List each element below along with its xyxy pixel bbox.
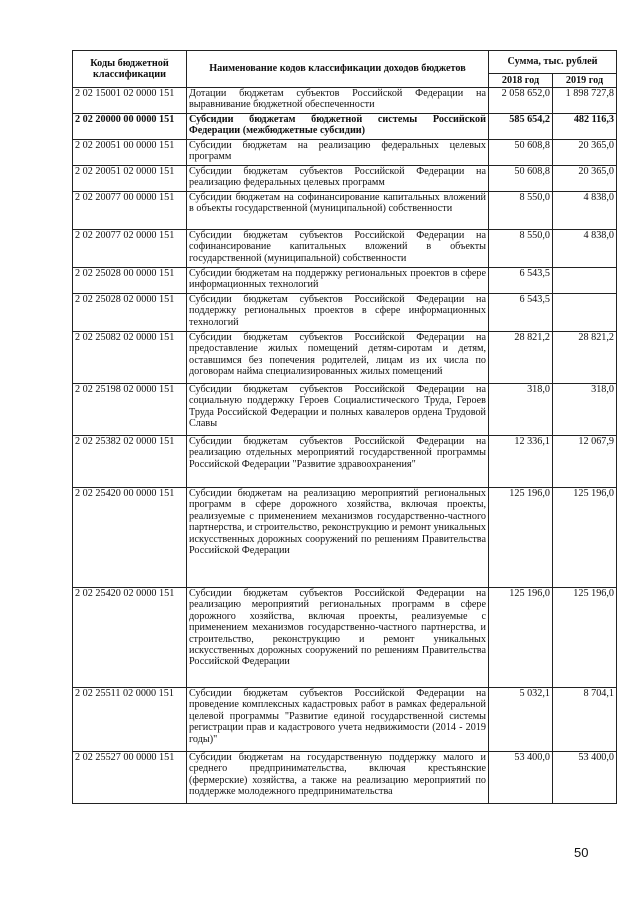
budget-name: Субсидии бюджетам субъектов Российской Федерации на предоставление жилых помещений детям-сиротам и детям, оставшимся без попечения родителей, лицам из их числа по договорам найма специализированных жилых помещений xyxy=(187,332,489,384)
amount-2019: 318,0 xyxy=(553,384,617,436)
amount-2018: 50 608,8 xyxy=(489,166,553,192)
budget-name: Субсидии бюджетам субъектов Российской Федерации на реализацию мероприятий региональных программ в сфере дорожного хозяйства, включая проекты, реализуемые с применением механизмов государственно-частного партнерства, и строительство, реконструкцию и ремонт уникальных искусственных дорожных сооружений по решениям Правительства Российской Федерации xyxy=(187,588,489,688)
table-row xyxy=(73,166,617,192)
amount-2018: 125 196,0 xyxy=(489,588,553,688)
budget-code: 2 02 25028 02 0000 151 xyxy=(73,294,187,332)
table-row xyxy=(73,588,617,688)
amount-2019: 125 196,0 xyxy=(553,488,617,588)
year-2019-header: 2019 год xyxy=(553,74,617,88)
table-row xyxy=(73,294,617,332)
amount-2018: 12 336,1 xyxy=(489,436,553,488)
amount-2019: 4 838,0 xyxy=(553,192,617,230)
table-row xyxy=(73,752,617,804)
amount-2019: 1 898 727,8 xyxy=(553,88,617,114)
amount-2018: 5 032,1 xyxy=(489,688,553,752)
amount-2019 xyxy=(553,294,617,332)
budget-code: 2 02 20077 02 0000 151 xyxy=(73,230,187,268)
amount-2018: 318,0 xyxy=(489,384,553,436)
amount-2018: 585 654,2 xyxy=(489,114,553,140)
amount-2018: 8 550,0 xyxy=(489,230,553,268)
budget-name: Субсидии бюджетам субъектов Российской Федерации на поддержку региональных проектов в сфере информационных технологий xyxy=(187,294,489,332)
budget-name: Субсидии бюджетам субъектов Российской Федерации на реализацию федеральных целевых программ xyxy=(187,166,489,192)
code-column-header: Коды бюджетной классификации xyxy=(73,51,187,88)
budget-name: Субсидии бюджетам субъектов Российской Федерации на социальную поддержку Героев Социалистического Труда, Героев Труда Российской Федерации и полных кавалеров ордена Трудовой Славы xyxy=(187,384,489,436)
amount-2019: 482 116,3 xyxy=(553,114,617,140)
table-row xyxy=(73,332,617,384)
budget-name: Субсидии бюджетам на реализацию мероприятий региональных программ в сфере дорожного хозяйства, включая проекты, реализуемые с применением механизмов государственно-частного партнерства, и строительство, реконструкцию и ремонт уникальных искусственных дорожных сооружений по решениям Правительства Российской Федерации xyxy=(187,488,489,588)
amount-2019: 20 365,0 xyxy=(553,166,617,192)
amount-2018: 50 608,8 xyxy=(489,140,553,166)
budget-code: 2 02 25382 02 0000 151 xyxy=(73,436,187,488)
budget-code: 2 02 15001 02 0000 151 xyxy=(73,88,187,114)
table-row xyxy=(73,688,617,752)
amount-2019: 4 838,0 xyxy=(553,230,617,268)
budget-code: 2 02 25511 02 0000 151 xyxy=(73,688,187,752)
budget-name: Субсидии бюджетам на софинансирование капитальных вложений в объекты государственной (муниципальной) собственности xyxy=(187,192,489,230)
budget-name: Субсидии бюджетам субъектов Российской Федерации на реализацию отдельных мероприятий государственной программы Российской Федерации "Развитие здравоохранения" xyxy=(187,436,489,488)
amount-2018: 2 058 652,0 xyxy=(489,88,553,114)
sum-column-header: Сумма, тыс. рублей xyxy=(489,51,617,74)
budget-code: 2 02 25082 02 0000 151 xyxy=(73,332,187,384)
amount-2019: 20 365,0 xyxy=(553,140,617,166)
table-row xyxy=(73,384,617,436)
budget-code: 2 02 20051 02 0000 151 xyxy=(73,166,187,192)
budget-code: 2 02 25028 00 0000 151 xyxy=(73,268,187,294)
budget-code: 2 02 25527 00 0000 151 xyxy=(73,752,187,804)
budget-name: Дотации бюджетам субъектов Российской Федерации на выравнивание бюджетной обеспеченности xyxy=(187,88,489,114)
table-row xyxy=(73,436,617,488)
budget-name: Субсидии бюджетам субъектов Российской Федерации на софинансирование капитальных вложений в объекты государственной (муниципальной) собственности xyxy=(187,230,489,268)
amount-2018: 8 550,0 xyxy=(489,192,553,230)
budget-code: 2 02 20000 00 0000 151 xyxy=(73,114,187,140)
budget-code: 2 02 25198 02 0000 151 xyxy=(73,384,187,436)
amount-2018: 6 543,5 xyxy=(489,268,553,294)
amount-2019: 125 196,0 xyxy=(553,588,617,688)
table-row xyxy=(73,488,617,588)
budget-code: 2 02 20077 00 0000 151 xyxy=(73,192,187,230)
name-column-header: Наименование кодов классификации доходов бюджетов xyxy=(187,51,489,88)
table-body xyxy=(73,88,617,804)
amount-2019: 8 704,1 xyxy=(553,688,617,752)
table-row xyxy=(73,140,617,166)
budget-name: Субсидии бюджетам субъектов Российской Федерации на проведение комплексных кадастровых работ в рамках федеральной целевой программы "Развитие единой государственной системы регистрации прав и кадастрового учета недвижимости (2014 - 2019 годы)" xyxy=(187,688,489,752)
amount-2019: 53 400,0 xyxy=(553,752,617,804)
budget-name: Субсидии бюджетам на реализацию федеральных целевых программ xyxy=(187,140,489,166)
budget-revenue-table xyxy=(72,50,617,804)
amount-2019 xyxy=(553,268,617,294)
table-row xyxy=(73,192,617,230)
budget-code: 2 02 25420 02 0000 151 xyxy=(73,588,187,688)
amount-2018: 6 543,5 xyxy=(489,294,553,332)
amount-2019: 12 067,9 xyxy=(553,436,617,488)
table-row xyxy=(73,230,617,268)
year-2018-header: 2018 год xyxy=(489,74,553,88)
budget-code: 2 02 25420 00 0000 151 xyxy=(73,488,187,588)
page-number: 50 xyxy=(574,845,589,860)
budget-code: 2 02 20051 00 0000 151 xyxy=(73,140,187,166)
amount-2019: 28 821,2 xyxy=(553,332,617,384)
table-row xyxy=(73,88,617,114)
table-row xyxy=(73,268,617,294)
budget-name: Субсидии бюджетам на поддержку региональных проектов в сфере информационных технологий xyxy=(187,268,489,294)
budget-name: Субсидии бюджетам бюджетной системы Российской Федерации (межбюджетные субсидии) xyxy=(187,114,489,140)
table-row xyxy=(73,114,617,140)
amount-2018: 28 821,2 xyxy=(489,332,553,384)
amount-2018: 125 196,0 xyxy=(489,488,553,588)
budget-name: Субсидии бюджетам на государственную поддержку малого и среднего предпринимательства, включая крестьянские (фермерские) хозяйства, а также на реализацию мероприятий по поддержке молодежного предпринимательства xyxy=(187,752,489,804)
amount-2018: 53 400,0 xyxy=(489,752,553,804)
